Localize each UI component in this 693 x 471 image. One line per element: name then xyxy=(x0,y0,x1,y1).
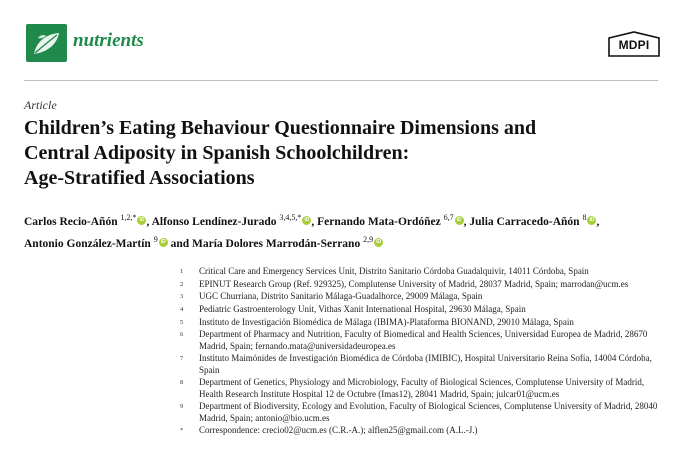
author-separator: , xyxy=(463,216,470,228)
affiliation-text: Instituto de Investigación Biomédica de Málaga (IBIMA)-Plataforma BIONAND, 29010 Málaga, Spain xyxy=(199,316,574,327)
affiliation-list xyxy=(180,266,665,438)
affiliation-text: EPINUT Research Group (Ref. 929325), Complutense University of Madrid, 28037 Madrid, Spain; marrodan@ucm.es xyxy=(199,278,629,289)
affiliation-number: 4 xyxy=(180,306,184,314)
affiliation-item xyxy=(180,425,665,436)
affiliation-item xyxy=(180,304,665,315)
affiliation-text: Correspondence: crecio02@ucm.es (C.R.-A.); alflen25@gmail.com (A.L.-J.) xyxy=(199,425,478,436)
affiliation-item xyxy=(180,266,665,277)
publisher-name: MDPI xyxy=(618,38,650,52)
affiliation-item xyxy=(180,401,665,424)
affiliation-number: 8 xyxy=(180,379,184,387)
author-name[interactable]: Fernando Mata-Ordóñez xyxy=(317,216,441,228)
author-list xyxy=(24,209,674,253)
journal-name[interactable]: nutrients xyxy=(73,30,144,51)
orcid-icon[interactable] xyxy=(159,238,168,247)
author-name[interactable]: Antonio González-Martín xyxy=(24,238,151,250)
affiliation-number: 5 xyxy=(180,318,184,326)
affiliation-text: Instituto Maimónides de Investigación Biomédica de Córdoba (IMIBIC), Hospital Universitario Reina Sofía, 14004 Córdoba, Spain xyxy=(199,353,652,375)
author-affiliation-marker: 9 xyxy=(153,235,158,244)
author-separator: , xyxy=(146,216,152,228)
orcid-icon[interactable] xyxy=(302,216,311,225)
affiliation-item xyxy=(180,377,665,400)
affiliation-number: 6 xyxy=(180,331,184,339)
affiliation-item xyxy=(180,279,665,290)
author-name[interactable]: Alfonso Lendínez-Jurado xyxy=(151,216,277,228)
author-name[interactable]: Carlos Recio-Añón xyxy=(24,216,118,228)
author-affiliation-marker: 3,4,5,* xyxy=(279,213,302,222)
affiliation-text: Pediatric Gastroenterology Unit, Vithas Xanit International Hospital, 29630 Málaga, Spain xyxy=(199,304,526,315)
journal-logo xyxy=(26,24,67,62)
orcid-icon[interactable] xyxy=(374,238,383,247)
affiliation-text: Department of Genetics, Physiology and Microbiology, Faculty of Biological Sciences, Complutense University of Madrid, Health Research Institute Hospital 12 de Octubre (Imas12), 28041 Madrid, Spain; julcar01@ucm.es xyxy=(199,377,645,399)
affiliation-number: 3 xyxy=(180,293,184,301)
author-affiliation-marker: 6,7 xyxy=(443,213,454,222)
title-line: Children’s Eating Behaviour Questionnaire Dimensions and xyxy=(24,117,537,139)
author-affiliation-marker: 8 xyxy=(582,213,587,222)
author-name[interactable]: María Dolores Marrodán-Serrano xyxy=(191,238,361,250)
title-line: Central Adiposity in Spanish Schoolchildren: xyxy=(24,142,410,164)
leaf-icon xyxy=(26,24,67,62)
affiliation-number: 7 xyxy=(180,355,184,363)
orcid-icon[interactable] xyxy=(587,216,596,225)
affiliation-text: Department of Pharmacy and Nutrition, Faculty of Biomedical and Health Sciences, Universidad Europea de Madrid, 28670 Madrid, Spain; fernando.mata@universidadeuropea.es xyxy=(199,329,648,351)
affiliation-text: Critical Care and Emergency Services Unit, Distrito Sanitario Córdoba Guadalquivir, 14011 Córdoba, Spain xyxy=(199,266,589,276)
author-separator: , xyxy=(311,216,318,228)
article-title xyxy=(24,116,664,191)
header-divider xyxy=(24,80,658,81)
author-affiliation-marker: 1,2,* xyxy=(120,213,137,222)
affiliation-number: 9 xyxy=(180,403,184,411)
orcid-icon[interactable] xyxy=(455,216,464,225)
affiliation-number: 2 xyxy=(180,280,184,288)
affiliation-item xyxy=(180,317,665,328)
article-type: Article xyxy=(24,98,57,112)
affiliation-item xyxy=(180,329,665,352)
author-separator: and xyxy=(167,238,192,250)
affiliation-number: 1 xyxy=(180,268,184,275)
affiliation-item xyxy=(180,353,665,376)
affiliation-text: Department of Biodiversity, Ecology and Evolution, Faculty of Biological Sciences, Complutense University of Madrid, 28040 Madrid, Spain; antonio@bio.ucm.es xyxy=(199,401,658,423)
publisher-logo[interactable] xyxy=(606,30,662,60)
author-separator: , xyxy=(596,216,600,228)
author-affiliation-marker: 2,9 xyxy=(363,235,374,244)
title-line: Age-Stratified Associations xyxy=(24,167,255,189)
author-name[interactable]: Julia Carracedo-Añón xyxy=(469,216,580,228)
affiliation-item xyxy=(180,291,665,302)
orcid-icon[interactable] xyxy=(137,216,146,225)
affiliation-number: * xyxy=(180,427,184,435)
affiliation-text: UGC Churriana, Distrito Sanitario Málaga-Guadalhorce, 29009 Málaga, Spain xyxy=(199,291,483,302)
